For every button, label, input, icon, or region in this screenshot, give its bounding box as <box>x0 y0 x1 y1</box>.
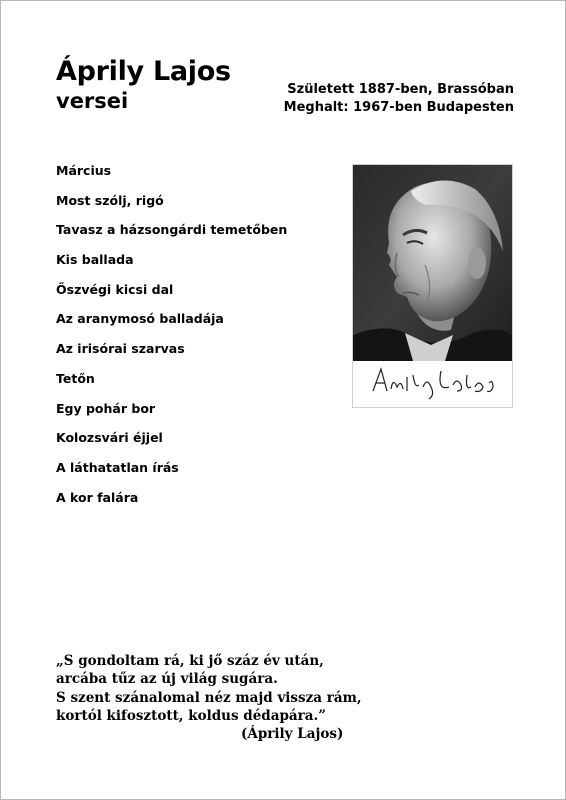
poem-title: Kolozsvári éjjel <box>56 430 163 446</box>
page-subtitle: versei <box>56 89 129 113</box>
quote-line: kortól kifosztott, koldus dédapára.” <box>56 707 326 724</box>
quote-line: arcába tűz az új világ sugára. <box>56 671 278 688</box>
poem-title: A kor falára <box>56 489 139 505</box>
poem-title: A láthatatlan írás <box>56 459 179 475</box>
quote-attribution: (Áprily Lajos) <box>241 726 344 742</box>
ear-shape <box>468 247 486 279</box>
birth-info: Született 1887-ben, Brassóban <box>287 82 514 97</box>
poem-list <box>56 161 287 517</box>
poem-title: Március <box>56 163 112 178</box>
portrait-image <box>353 165 512 407</box>
poem-title: Az aranymosó balladája <box>56 311 224 327</box>
poem-title: Kis ballada <box>56 252 134 268</box>
page-title: Áprily Lajos <box>56 56 231 87</box>
poem-title: Őszvégi kicsi dal <box>56 281 174 297</box>
poem-title: Egy pohár bor <box>56 400 156 416</box>
poem-title: Tetőn <box>56 370 95 386</box>
signature-area <box>353 361 512 407</box>
poem-title: Az irisórai szarvas <box>56 341 185 357</box>
closing-quote <box>56 652 362 725</box>
author-portrait <box>352 164 513 408</box>
quote-line: S szent szánalomal néz majd vissza rám, <box>56 689 362 706</box>
quote-line: „S gondoltam rá, ki jő száz év után, <box>56 653 324 669</box>
poem-title: Most szólj, rigó <box>56 192 164 208</box>
death-info: Meghalt: 1967-ben Budapesten <box>283 100 514 115</box>
life-dates <box>284 81 514 117</box>
poem-title: Tavasz a házsongárdi temetőben <box>56 222 288 238</box>
